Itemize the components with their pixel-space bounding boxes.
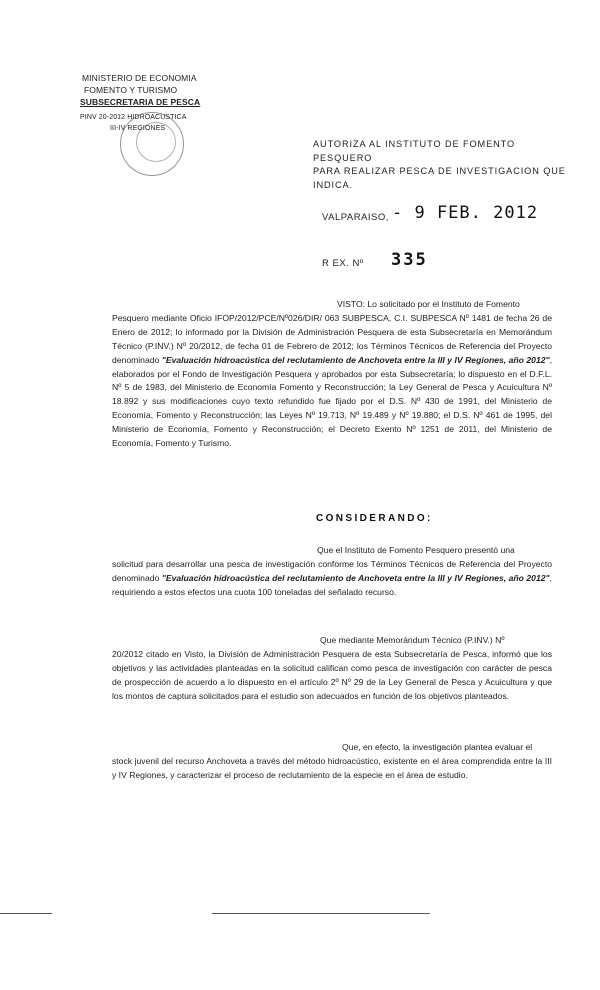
subject-line-1: AUTORIZA AL INSTITUTO DE FOMENTO PESQUERO — [313, 139, 516, 163]
visto-lead: VISTO: Lo solicitado por el Instituto de Fomento — [337, 299, 520, 309]
visto-project-title: "Evaluación hidroacústica del reclutamiento de Anchoveta entre la III y IV Regiones, año 2012" — [161, 354, 550, 365]
region-ref-line: III-IV REGIONES — [110, 125, 166, 132]
rex-label: R EX. Nº — [322, 258, 364, 269]
footer-rule-center — [212, 913, 430, 914]
subject-block — [313, 138, 573, 192]
visto-body — [112, 312, 552, 451]
footer-rule-left — [0, 913, 52, 914]
considerando-text-1: solicitud para desarrollar una pesca de investigación conforme los Términos Técnicos de Referencia del Proyecto denominado — [112, 558, 552, 583]
subsecretaria-line: SUBSECRETARIA DE PESCA — [80, 97, 201, 107]
ministry-subline: FOMENTO Y TURISMO — [84, 85, 178, 95]
subject-line-2: PARA REALIZAR PESCA DE INVESTIGACION QUE — [313, 166, 566, 176]
considerando-body — [112, 558, 552, 600]
considerando-item — [112, 544, 552, 600]
file-ref-line: PINV 20-2012 HIDROACUSTICA — [80, 114, 187, 121]
considerando-lead: Que el Instituto de Fomento Pesquero presentó una — [317, 545, 515, 555]
date-handwritten: - 9 FEB. 2012 — [392, 203, 539, 223]
considerando-body: stock juvenil del recurso Anchoveta a través del método hidroacústico, existente en el área comprendida entre la III y IV Regiones, y caracterizar el proceso de reclutamiento de la especie en el área de estudio. — [112, 755, 552, 780]
subject-line-3: INDICA. — [313, 179, 353, 190]
visto-text-2: , elaborados por el Fondo de Investigación Pesquera y aprobados por esta Subsecretaría; lo dispuesto en el D.F.L. Nº 5 de 1983, del Ministerio de Economía Fomento y Reconstrucción; la Ley General de Pesca y Acuicultura Nº 18.892 y sus modificaciones cuyo texto refundido fue fijado por el D.S. Nº 430 de 1991, del Ministerio de Economía, Fomento y Reconstrucción; las Leyes Nº 19.713, Nº 19.489 y Nº 19.880; el D.S. Nº 461 de 1995, del Ministerio de Economía, Fomento y Reconstrucción; el Decreto Exento Nº 1251 de 2011, del Ministerio de Economía, Fomento y Turismo. — [112, 354, 552, 449]
ministry-line: MINISTERIO DE ECONOMIA — [82, 73, 197, 83]
considerando-heading: CONSIDERANDO: — [316, 513, 433, 524]
considerando-item — [112, 634, 552, 704]
considerando-body: 20/2012 citado en Visto, la División de Administración Pesquera de esta Subsecretaría de Pesca, informó que los objetivos y las actividades planteadas en la solicitud califican como pesca de investigación con carácter de pesca de prospección de acuerdo a lo dispuesto en el artículo 2º Nº 29 de la Ley General de Pesca y Acuicultura y que los montos de captura solicitados para el estudio son adecuados en función de los objetivos planteados. — [112, 648, 552, 701]
considerando-text-2: , requiriendo a estos efectos una cuota 100 toneladas del señalado recurso. — [112, 572, 552, 597]
considerando-lead: Que mediante Memorándum Técnico (P.INV.) Nº — [320, 635, 505, 645]
considerando-item — [112, 741, 552, 783]
rex-number: 335 — [391, 250, 428, 270]
visto-paragraph — [112, 298, 552, 451]
visto-text-1: Pesquero mediante Oficio IFOP/2012/PCE/Nº026/DIR/ 063 SUBPESCA, C.I. SUBPESCA Nº 1481 de fecha 26 de Enero de 2012; lo informado por la División de Administración Pesquera de esta Subsecretaría en Memorándum Técnico (P.INV.) Nº 20/2012, de fecha 01 de Febrero de 2012; los Términos Técnicos de Referencia del Proyecto denominado — [112, 312, 552, 365]
considerando-lead: Que, en efecto, la investigación plantea evaluar el — [342, 742, 533, 752]
considerando-project-title: "Evaluación hidroacústica del reclutamiento de Anchoveta entre la III y IV Regiones, año 2012" — [161, 572, 550, 583]
official-seal-inner — [136, 122, 176, 162]
place-label: VALPARAISO, — [322, 212, 389, 223]
